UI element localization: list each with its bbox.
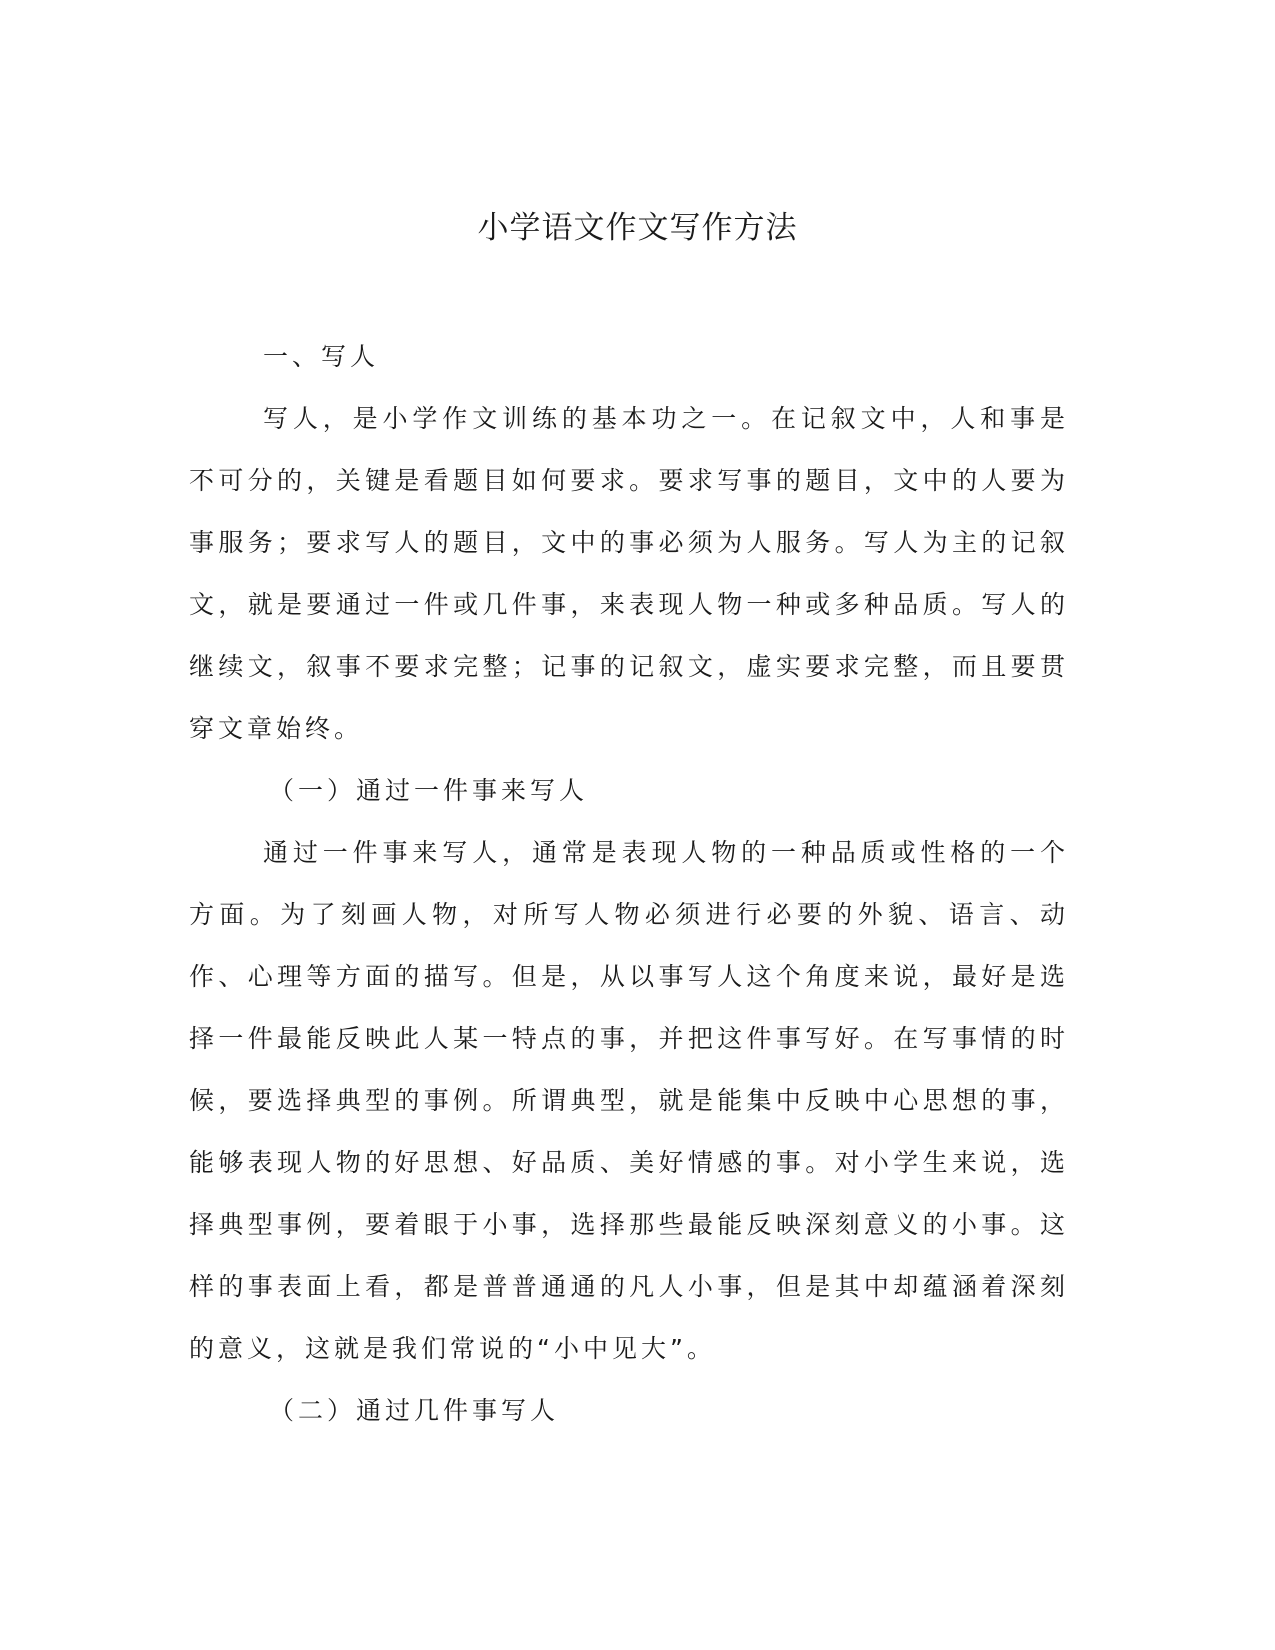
- section-heading-writing-people: 一、写人: [263, 342, 380, 371]
- document-body: [189, 326, 1069, 1442]
- document-title: 小学语文作文写作方法: [477, 210, 798, 246]
- subsection-heading-several-events: （二）通过几件事写人: [269, 1396, 560, 1425]
- paragraph-one-event: 通过一件事来写人，通常是表现人物的一种品质或性格的一个方面。为了刻画人物，对所写人物必须进行必要的外貌、语言、动作、心理等方面的描写。但是，从以事写人这个角度来说，最好是选择一件最能反映此人某一特点的事，并把这件事写好。在写事情的时候，要选择典型的事例。所谓典型，就是能集中反映中心思想的事，能够表现人物的好思想、好品质、美好情感的事。对小学生来说，选择典型事例，要着眼于小事，选择那些最能反映深刻意义的小事。这样的事表面上看，都是普普通通的凡人小事，但是其中却蕴涵着深刻的意义，这就是我们常说的“小中见大”。: [189, 838, 1069, 1363]
- paragraph-intro: 写人，是小学作文训练的基本功之一。在记叙文中，人和事是不可分的，关键是看题目如何要求。要求写事的题目，文中的人要为事服务；要求写人的题目，文中的事必须为人服务。写人为主的记叙文，就是要通过一件或几件事，来表现人物一种或多种品质。写人的继续文，叙事不要求完整；记事的记叙文，虚实要求完整，而且要贯穿文章始终。: [189, 404, 1069, 743]
- subsection-heading-one-event: （一）通过一件事来写人: [269, 776, 589, 805]
